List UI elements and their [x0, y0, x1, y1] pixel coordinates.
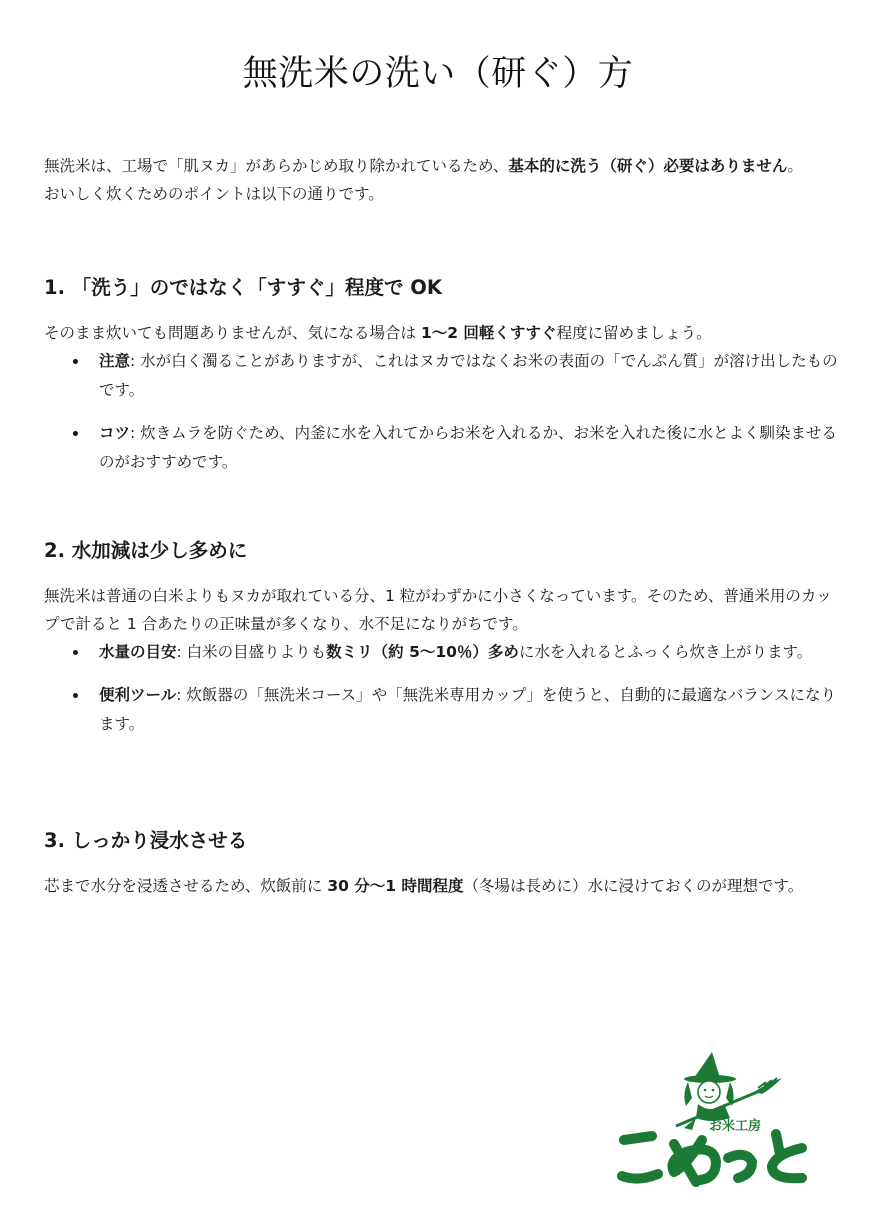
section-2	[44, 537, 839, 753]
brand-logo	[612, 1048, 812, 1188]
bullet-label: 便利ツール	[99, 686, 177, 704]
section-lead	[44, 872, 839, 900]
section-heading: 3. しっかり浸水させる	[44, 829, 248, 852]
bullet-icon	[73, 359, 78, 364]
section-heading: 2. 水加減は少し多めに	[44, 539, 248, 562]
lead-emphasis: 1～2 回軽くすすぐ	[420, 324, 557, 342]
list-item	[44, 681, 839, 739]
lead-text-end: 程度に留めましょう。	[556, 324, 712, 342]
bullet-label: コツ	[99, 424, 131, 442]
bullet-text: : 炊飯器の「無洗米コース」や「無洗米専用カップ」を使うと、自動的に最適なバランスになります。	[99, 686, 836, 733]
bullet-icon	[73, 650, 78, 655]
bullet-text: : 炊きムラを防ぐため、内釜に水を入れてからお米を入れるか、お米を入れた後に水とよく馴染ませるのがおすすめです。	[99, 424, 838, 471]
intro-line-2: おいしく炊くためのポイントは以下の通りです。	[44, 185, 384, 203]
lead-text: 芯まで水分を浸透させるため、炊飯前に	[44, 877, 328, 895]
list-item	[44, 347, 839, 405]
bullet-label: 注意	[99, 352, 131, 370]
intro-paragraph	[44, 152, 834, 208]
bullet-emphasis: 数ミリ（約 5～10％）多め	[326, 643, 519, 661]
lead-text: そのまま炊いても問題ありませんが、気になる場合は	[44, 324, 421, 342]
lead-emphasis: 30 分～1 時間程度	[327, 877, 464, 895]
bullet-list	[44, 638, 839, 739]
section-1	[44, 274, 839, 491]
bullet-text: : 水が白く濁ることがありますが、これはヌカではなくお米の表面の「でんぷん質」が溶け出したものです。	[99, 352, 838, 399]
bullet-list	[44, 347, 839, 477]
intro-line-1	[44, 152, 834, 180]
intro-text: 無洗米は、工場で「肌ヌカ」があらかじめ取り除かれているため、	[44, 157, 509, 175]
bullet-text: : 白米の目盛りよりも	[176, 643, 327, 661]
logo-subtitle: お米工房	[709, 1119, 762, 1134]
section-lead	[44, 319, 839, 347]
bullet-text-end: に水を入れるとふっくら炊き上がります。	[518, 643, 813, 661]
list-item	[44, 419, 839, 477]
bullet-label: 水量の目安	[99, 643, 177, 661]
section-3	[44, 827, 839, 900]
section-lead: 無洗米は普通の白米よりもヌカが取れている分、1 粒がわずかに小さくなっています。そのため、普通米用のカップで計ると 1 合あたりの正味量が多くなり、水不足になりがちです。	[44, 587, 832, 633]
page-title: 無洗米の洗い（研ぐ）方	[242, 54, 634, 94]
intro-emphasis: 基本的に洗う（研ぐ）必要はありません	[508, 157, 788, 175]
list-item	[44, 638, 839, 667]
lead-text-end: （冬場は長めに）水に浸けておくのが理想です。	[463, 877, 804, 895]
intro-text-end: 。	[787, 157, 803, 175]
bullet-icon	[73, 693, 78, 698]
section-heading: 1. 「洗う」のではなく「すすぐ」程度で OK	[44, 276, 442, 299]
bullet-icon	[73, 431, 78, 436]
